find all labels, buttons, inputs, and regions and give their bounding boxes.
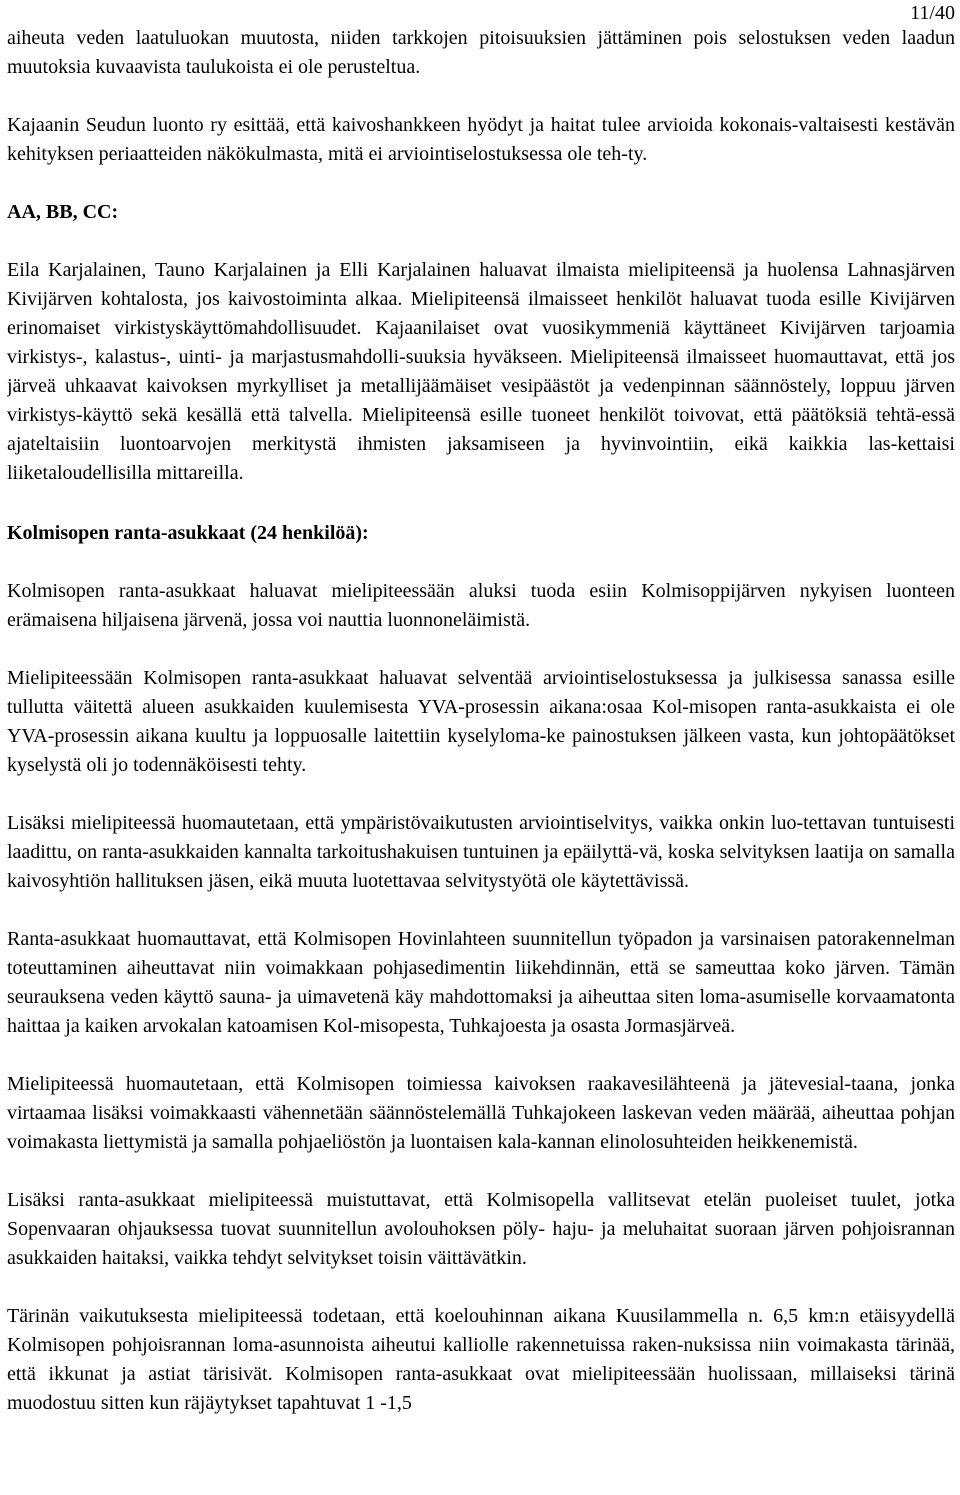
paragraph-raw-water-source: Mielipiteessä huomautetaan, että Kolmisopen toimiessa kaivoksen raakavesilähteenä ja jätevesial-taana, jonka virtaamaa lisäksi voimakkaasti vähennetään säännöstelemällä Tuhkajokeen laskevan veden määrää, aiheuttaa pohjan voimakasta liettymistä ja samalla pohjaeliöstön ja luontaisen kala-kannan elinolosuhteiden heikkenemistä.	[7, 1073, 955, 1153]
paragraph-karjalainen-opinion: Eila Karjalainen, Tauno Karjalainen ja Elli Karjalainen haluavat ilmaista mielipiteensä ja huolensa Lahnasjärven Kivijärven kohtalosta, jos kaivostoiminta alkaa. Mielipiteensä ilmaisseet henkilöt haluavat tuoda esille Kivijärven erinomaiset virkistyskäyttömahdollisuudet. Kajaanilaiset ovat vuosikymmeniä käyttäneet Kivijärven tarjoamia virkistys-, kalastus-, uinti- ja marjastusmahdolli-suuksia hyväkseen. Mielipiteensä ilmaisseet huomauttavat, että jos järveä uhkaavat kaivoksen myrkylliset ja metallijäämäiset vesipäästöt ja vedenpinnan säännöstely, loppuu järven virkistys-käyttö sekä kesällä että talvella. Mielipiteensä esille tuoneet henkilöt toivovat, että päätöksiä tehtä-essä ajateltaisiin luontoarvojen merkitystä ihmisten jaksamiseen ja hyvinvointiin, eikä kaikkia las-kettaisi liiketaloudellisilla mittareilla.	[7, 259, 955, 484]
paragraph-assessment-reliability: Lisäksi mielipiteessä huomautetaan, että ympäristövaikutusten arviointiselvitys, vaikka onkin luo-tettavan tuntuisesti laadittu, on ranta-asukkaiden kannalta tarkoitushakuisen tuntuinen ja epäilyttä-vä, koska selvityksen laatija on samalla kaivosyhtiön hallituksen jäsen, eikä muuta luotettavaa selvitystyötä ole käytettävissä.	[7, 812, 955, 892]
paragraph-vibration: Tärinän vaikutuksesta mielipiteessä todetaan, että koelouhinnan aikana Kuusilammella n. 6,5 km:n etäisyydellä Kolmisopen pohjoisrannan loma-asunnoista aiheutui kalliolle rakennetuissa raken-nuksissa niin voimakasta tärinää, että ikkunat ja astiat tärisivät. Kolmisopen ranta-asukkaat ovat mielipiteessään huolissaan, millaiseksi tärinä muodostuu sitten kun räjäytykset tapahtuvat 1 -1,5	[7, 1305, 955, 1414]
paragraph-dam-sediment: Ranta-asukkaat huomauttavat, että Kolmisopen Hovinlahteen suunnitellun työpadon ja varsinaisen patorakennelman toteuttaminen aiheuttavat niin voimakkaan pohjasedimentin liikehdinnän, että se sameuttaa koko järven. Tämän seurauksena veden käyttö sauna- ja uimavetenä käy mahdottomaksi ja aiheuttaa siten loma-asumiselle korvaamatonta haittaa ja kaiken arvokalan katoamisen Kol-misopesta, Tuhkajoesta ja osasta Jormasjärveä.	[7, 928, 955, 1037]
paragraph-hearing-process: Mielipiteessään Kolmisopen ranta-asukkaat haluavat selventää arviointiselostuksessa ja julkisessa sanassa esille tullutta väitettä alueen asukkaiden kuulemisesta YVA-prosessin aikana:osaa Kol-misopen ranta-asukkaista ei ole YVA-prosessin aikana kuultu ja loppuosalle laitettiin kyselyloma-ke painostuksen jälkeen vasta, kun johtopäätökset kyselystä oli jo todennäköisesti tehty.	[7, 667, 955, 776]
paragraph-wind-dust-noise: Lisäksi ranta-asukkaat mielipiteessä muistuttavat, että Kolmisopella vallitsevat etelän puoleiset tuulet, jotka Sopenvaaran ohjauksessa tuovat suunnitellun avolouhoksen pöly- haju- ja meluhaitat suoraan järven pohjoisrannan asukkaiden haitaksi, vaikka tehdyt selvitykset toisin väittävätkin.	[7, 1189, 955, 1269]
page-number: 11/40	[910, 2, 955, 24]
paragraph-water-quality: aiheuta veden laatuluokan muutosta, niiden tarkkojen pitoisuuksien jättäminen pois selostuksen veden laadun muutoksia kuvaavista taulukoista ei ole perusteltua.	[7, 27, 955, 78]
document-body	[7, 24, 955, 1418]
section-heading-kolmisopen-residents: Kolmisopen ranta-asukkaat (24 henkilöä):	[7, 522, 369, 544]
section-heading-aa-bb-cc: AA, BB, CC:	[7, 201, 119, 223]
document-page	[7, 0, 955, 1495]
paragraph-kolmisoppi-character: Kolmisopen ranta-asukkaat haluavat mielipiteessään aluksi tuoda esiin Kolmisoppijärven nykyisen luonteen erämaisena hiljaisena järvenä, jossa voi nauttia luonnoneläimistä.	[7, 580, 955, 631]
paragraph-kajaanin-seudun-luonto: Kajaanin Seudun luonto ry esittää, että kaivoshankkeen hyödyt ja haitat tulee arvioida kokonais-valtaisesti kestävän kehityksen periaatteiden näkökulmasta, mitä ei arviointiselostuksessa ole teh-ty.	[7, 114, 955, 165]
